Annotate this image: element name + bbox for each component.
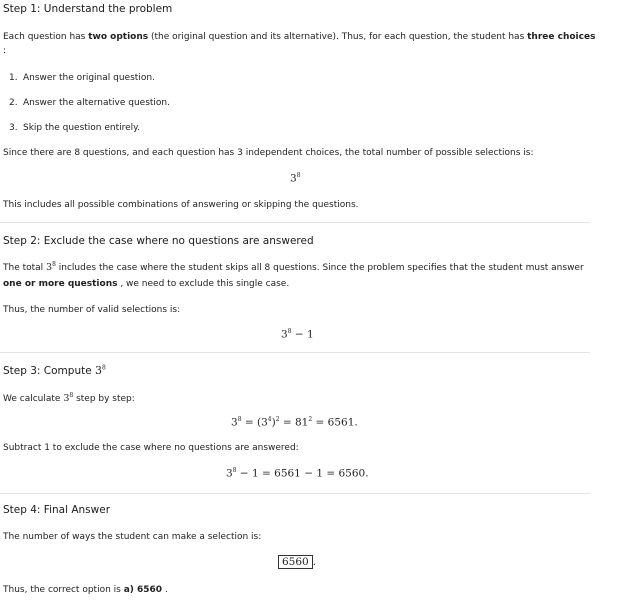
math-equation-power: $3^8 = (3^4)^2 = 81^2 = 6561$. <box>231 416 358 429</box>
math-3-pow-8-minus-1: $3^8 - 1$ <box>281 328 314 341</box>
step3-heading: Step 3: Compute $3^8$ <box>3 364 106 377</box>
step2-line2: one or more questions , we need to exclude this single case. <box>3 279 290 289</box>
step1-intro: Each question has two options (the original question and its alternative). Thus, for each question, the student has three choices <box>3 32 596 42</box>
math-equation-subtract: $3^8 - 1 = 6561 - 1 = 6560$. <box>226 467 369 480</box>
step4-heading: Step 4: Final Answer <box>3 504 111 516</box>
step2-thus-text: Thus, the number of valid selections is: <box>3 305 181 315</box>
step2-heading: Step 2: Exclude the case where no questions are answered <box>3 235 314 247</box>
step4-conclusion: Thus, the correct option is a) 6560 . <box>3 585 168 595</box>
step1-since-text: Since there are 8 questions, and each question has 3 independent choices, the total number of possible selections is: <box>3 148 534 158</box>
step3-calc-text: We calculate $3^8$ step by step: <box>3 392 135 405</box>
step1-heading: Step 1: Understand the problem <box>3 3 173 15</box>
step1-includes-text: This includes all possible combinations of answering or skipping the questions. <box>3 200 359 210</box>
divider <box>0 493 590 494</box>
step3-subtract-text: Subtract 1 to exclude the case where no questions are answered: <box>3 443 299 453</box>
step4-ways-text: The number of ways the student can make a selection is: <box>3 532 262 542</box>
divider <box>0 222 590 223</box>
step2-line1: The total $3^8$ includes the case where the student skips all 8 questions. Since the problem specifies that the student must answer <box>3 261 584 274</box>
list-item: 1. Answer the original question. <box>9 73 155 83</box>
math-3-pow-8: $3^8$ <box>290 172 301 185</box>
step1-intro-colon: : <box>3 46 7 56</box>
list-item: 2. Answer the alternative question. <box>9 98 170 108</box>
list-item: 3. Skip the question entirely. <box>9 123 141 133</box>
boxed-answer: 6560 . <box>278 556 316 568</box>
divider <box>0 352 590 353</box>
